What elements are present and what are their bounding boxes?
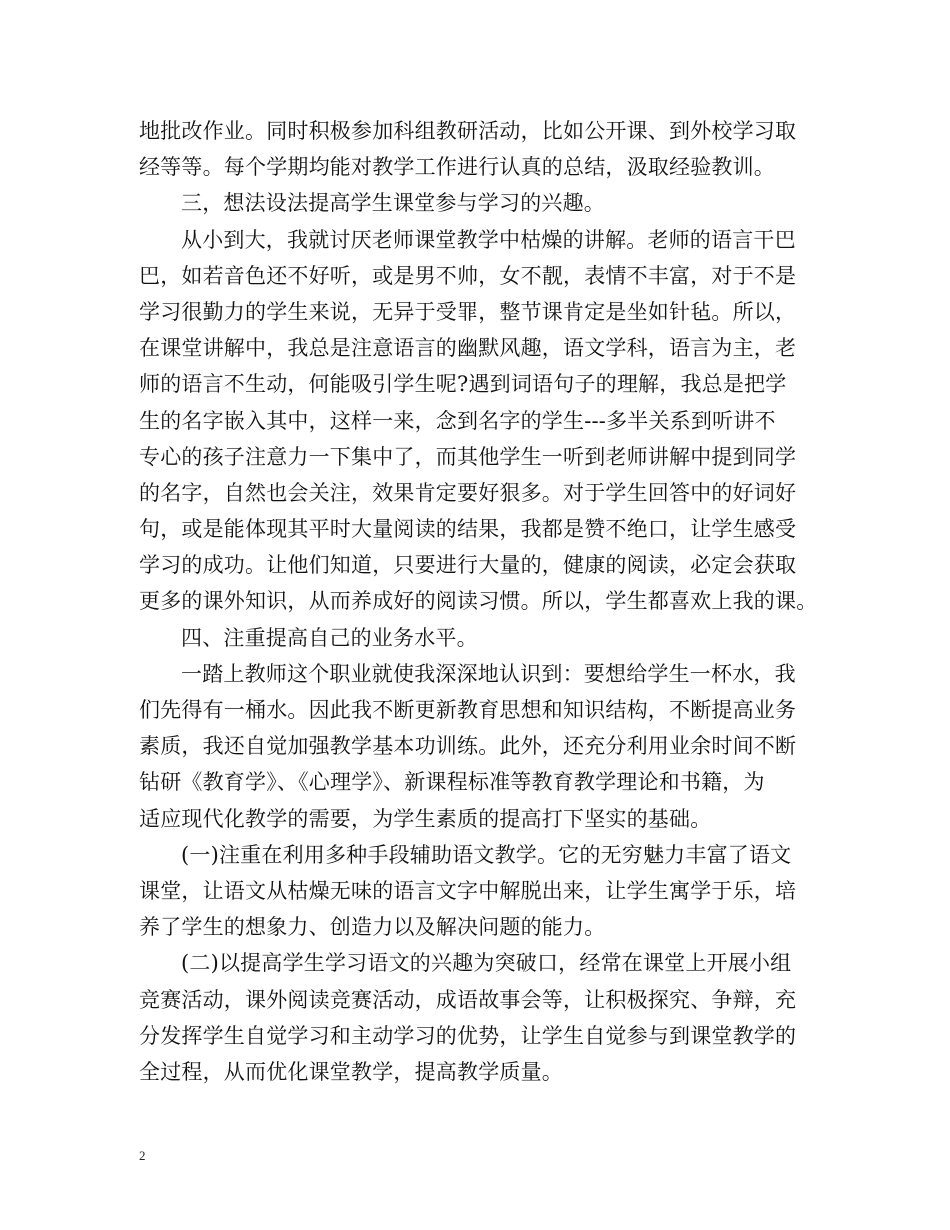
- text-line: 学习很勤力的学生来说，无异于受罪，整节课肯定是坐如针毡。所以，: [139, 299, 797, 324]
- text-line: 课堂，让语文从枯燥无味的语言文字中解脱出来，让学生寓学于乐，培: [139, 878, 797, 903]
- text-line: 四、注重提高自己的业务水平。: [181, 625, 478, 650]
- text-line: 钻研《教育学》、《心理学》、新课程标准等教育教学理论和书籍，为: [139, 770, 765, 795]
- document-body: [139, 113, 819, 1090]
- text-line: 经等等。每个学期均能对教学工作进行认真的总结，汲取经验教训。: [139, 155, 775, 180]
- text-line: 从小到大，我就讨厌老师课堂教学中枯燥的讲解。老师的语言干巴: [181, 227, 796, 252]
- text-line: 巴，如若音色还不好听，或是男不帅，女不靓，表情不丰富，对于不是: [139, 263, 797, 288]
- text-line: 素质，我还自觉加强教学基本功训练。此外，还充分利用业余时间不断: [139, 734, 797, 759]
- page-number: 2: [139, 1148, 146, 1163]
- text-line: (二)以提高学生学习语文的兴趣为突破口，经常在课堂上开展小组: [181, 951, 792, 976]
- text-line: 全过程，从而优化课堂教学，提高教学质量。: [139, 1059, 563, 1084]
- text-line: 师的语言不生动，何能吸引学生呢?遇到词语句子的理解，我总是把学: [139, 372, 787, 397]
- text-line: 句，或是能体现其平时大量阅读的结果，我都是赞不绝口，让学生感受: [139, 517, 797, 542]
- text-line: 养了学生的想象力、创造力以及解决问题的能力。: [139, 915, 606, 940]
- text-line: (一)注重在利用多种手段辅助语文教学。它的无穷魅力丰富了语文: [181, 842, 792, 867]
- text-line: 地批改作业。同时积极参加科组教研活动，比如公开课、到外校学习取: [139, 119, 797, 143]
- text-line: 分发挥学生自觉学习和主动学习的优势，让学生自觉参与到课堂教学的: [139, 1023, 797, 1048]
- text-line: 在课堂讲解中，我总是注意语言的幽默风趣，语文学科，语言为主，老: [139, 336, 797, 361]
- text-line: 生的名字嵌入其中，这样一来，念到名字的学生---多半关系到听讲不: [139, 408, 776, 433]
- text-line: 专心的孩子注意力一下集中了，而其他学生一听到老师讲解中提到同学: [139, 444, 797, 469]
- text-line: 一踏上教师这个职业就使我深深地认识到：要想给学生一杯水，我: [181, 661, 796, 686]
- text-line: 竞赛活动，课外阅读竞赛活动，成语故事会等，让积极探究、争辩，充: [139, 987, 797, 1012]
- text-line: 们先得有一桶水。因此我不断更新教育思想和知识结构，不断提高业务: [139, 698, 797, 722]
- text-line: 学习的成功。让他们知道，只要进行大量的，健康的阅读，必定会获取: [139, 553, 797, 578]
- text-line: 三，想法设法提高学生课堂参与学习的兴趣。: [181, 191, 605, 216]
- text-line: 适应现代化教学的需要，为学生素质的提高打下坚实的基础。: [139, 806, 712, 831]
- text-line: 更多的课外知识，从而养成好的阅读习惯。所以，学生都喜欢上我的课。: [139, 589, 818, 614]
- text-line: 的名字，自然也会关注，效果肯定要好狠多。对于学生回答中的好词好: [139, 480, 797, 505]
